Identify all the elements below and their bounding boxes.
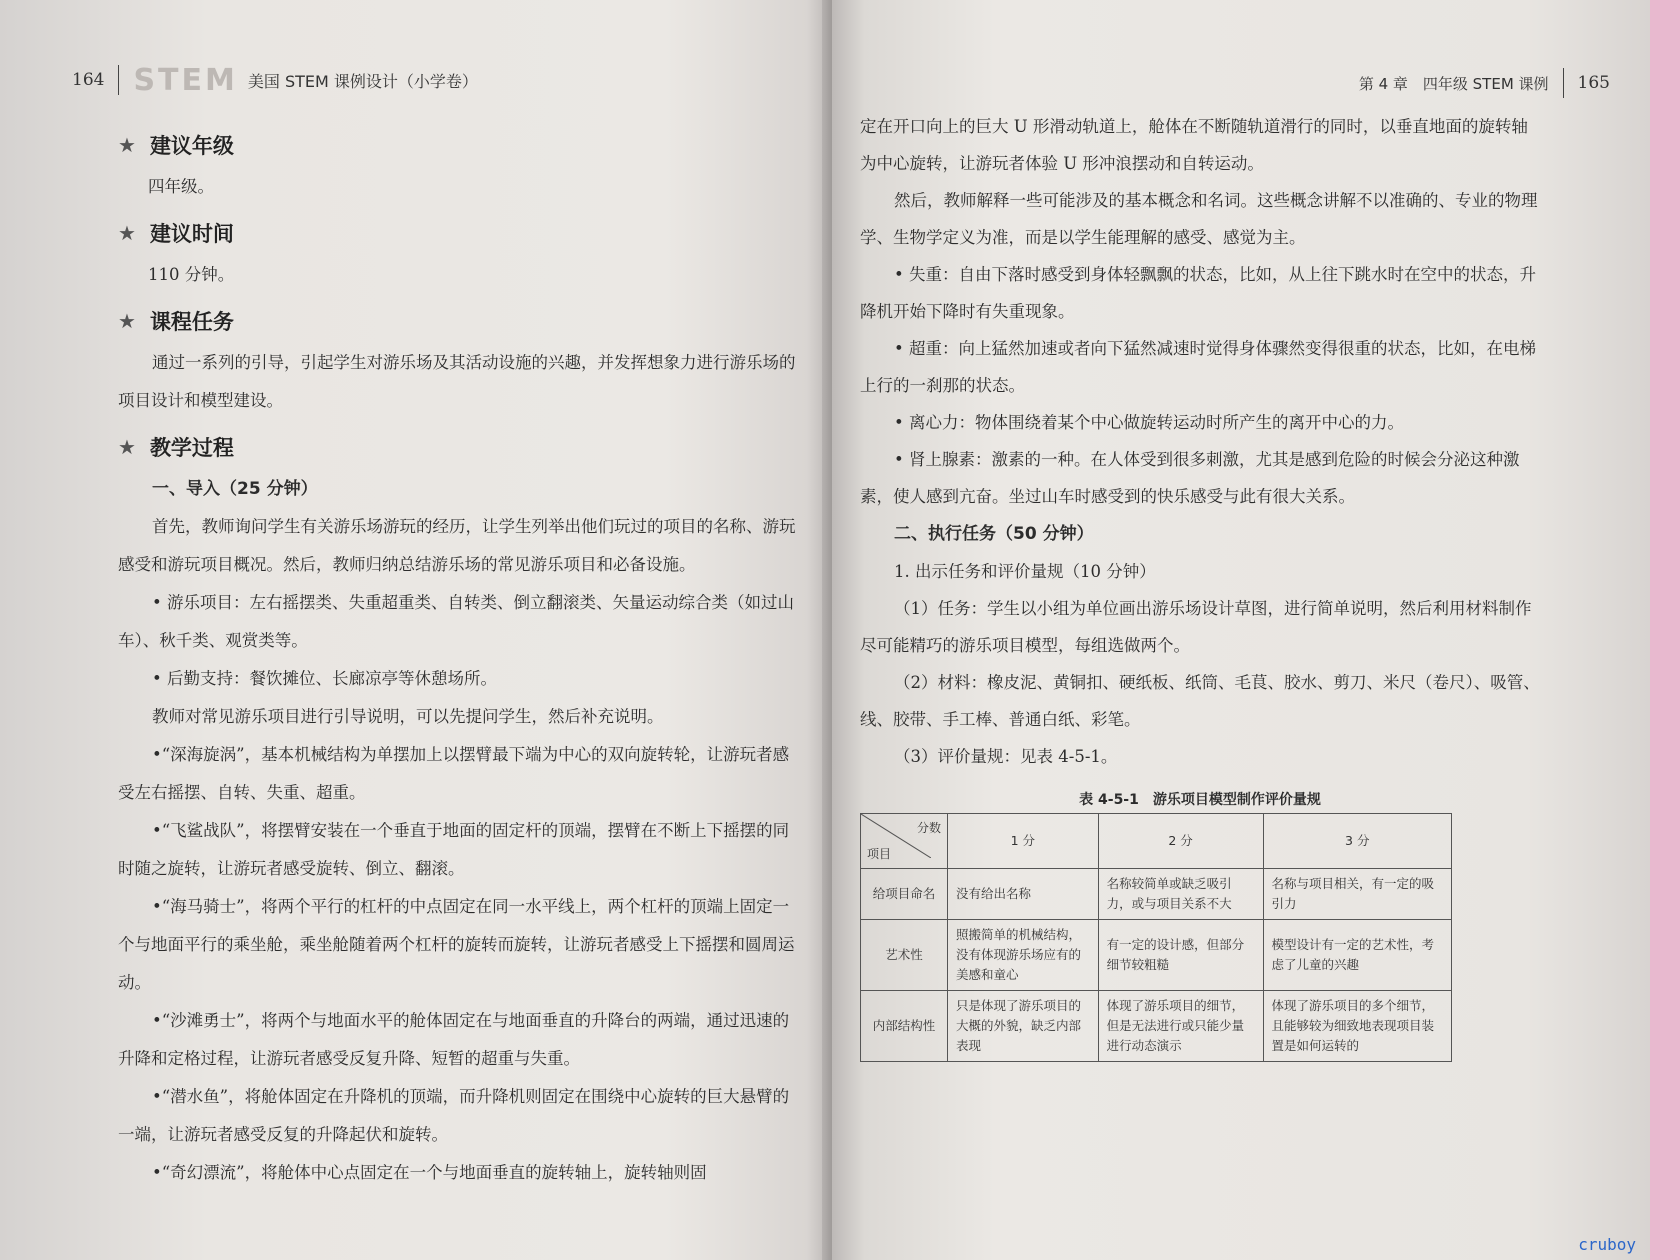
row-label: 内部结构性 <box>861 991 948 1062</box>
chapter-title: 第 4 章 四年级 STEM 课例 <box>1358 74 1549 93</box>
left-page-body <box>118 118 798 1192</box>
paragraph: 首先，教师询问学生有关游乐场游玩的经历，让学生列举出他们玩过的项目的名称、游玩感受和游玩项目概况。然后，教师归纳总结游乐场的常见游乐项目和必备设施。 <box>118 517 796 574</box>
paragraph: •“海马骑士”，将两个平行的杠杆的中点固定在同一水平线上，两个杠杆的顶端上固定一个与地面平行的乘坐舱，乘坐舱随着两个杠杆的旋转而旋转，让游玩者感受上下摇摆和圆周运动。 <box>118 897 795 992</box>
row-label: 给项目命名 <box>861 869 948 920</box>
table-cell: 只是体现了游乐项目的大概的外貌，缺乏内部表现 <box>948 991 1099 1062</box>
corner-label-score: 分数 <box>916 821 941 835</box>
right-page-header <box>1359 68 1610 98</box>
paragraph: • 超重：向上猛然加速或者向下猛然减速时觉得身体骤然变得很重的状态，比如，在电梯上行的一刹那的状态。 <box>860 339 1536 395</box>
section-heading: ★ 教学过程 <box>118 435 234 460</box>
subsection-heading: 二、执行任务（50 分钟） <box>894 524 1094 544</box>
table-cell: 照搬简单的机械结构，没有体现游乐场应有的美感和童心 <box>948 920 1099 991</box>
row-label: 艺术性 <box>861 920 948 991</box>
paragraph: •“奇幻漂流”，将舱体中心点固定在一个与地面垂直的旋转轴上，旋转轴则固 <box>152 1163 707 1182</box>
table-caption: 表 4-5-1 游乐项目模型制作评价量规 <box>1079 792 1321 808</box>
header-divider <box>1563 68 1564 98</box>
task-item: （3）评价量规：见表 4-5-1。 <box>894 747 1118 766</box>
table-cell: 名称与项目相关，有一定的吸引力 <box>1263 869 1451 920</box>
table-cell: 体现了游乐项目的多个细节，且能够较为细致地表现项目装置是如何运转的 <box>1263 991 1451 1062</box>
rubric-table <box>860 813 1452 1062</box>
table-row <box>861 920 1452 991</box>
table-header-row <box>861 814 1452 869</box>
table-row <box>861 869 1452 920</box>
right-page <box>832 0 1650 1260</box>
section-heading: ★ 建议时间 <box>118 221 234 246</box>
paragraph: •“飞鲨战队”，将摆臂安装在一个垂直于地面的固定杆的顶端，摆臂在不断上下摇摆的同时随之旋转，让游玩者感受旋转、倒立、翻滚。 <box>118 821 790 878</box>
paragraph: •“潜水鱼”，将舱体固定在升降机的顶端，而升降机则固定在围绕中心旋转的巨大悬臂的一端，让游玩者感受反复的升降起伏和旋转。 <box>118 1087 790 1144</box>
section-text: 通过一系列的引导，引起学生对游乐场及其活动设施的兴趣，并发挥想象力进行游乐场的项目设计和模型建设。 <box>118 353 796 410</box>
section-heading: ★ 课程任务 <box>118 309 234 334</box>
paragraph: 然后，教师解释一些可能涉及的基本概念和名词。这些概念讲解不以准确的、专业的物理学、生物学定义为准，而是以学生能理解的感受、感觉为主。 <box>860 191 1538 247</box>
paragraph: • 肾上腺素：激素的一种。在人体受到很多刺激，尤其是感到危险的时候会分泌这种激素，使人感到亢奋。坐过山车时感受到的快乐感受与此有很大关系。 <box>860 450 1520 506</box>
table-row <box>861 991 1452 1062</box>
task-item: （2）材料：橡皮泥、黄铜扣、硬纸板、纸筒、毛茛、胶水、剪刀、米尺（卷尺）、吸管、线、胶带、手工棒、普通白纸、彩笔。 <box>860 673 1540 729</box>
column-header: 3 分 <box>1263 814 1451 869</box>
star-icon: ★ <box>118 435 136 459</box>
task-subheading: 1. 出示任务和评价量规（10 分钟） <box>894 562 1156 581</box>
subsection-heading: 一、导入（25 分钟） <box>152 479 318 499</box>
star-icon: ★ <box>118 221 136 245</box>
paragraph: 教师对常见游乐项目进行引导说明，可以先提问学生，然后补充说明。 <box>152 707 664 726</box>
corner-label-item: 项目 <box>867 847 892 861</box>
watermark-text: cruboy <box>1578 1235 1636 1254</box>
right-page-body <box>860 108 1540 1062</box>
left-page-header <box>72 60 478 100</box>
book-title: 美国 STEM 课例设计（小学卷） <box>247 71 478 91</box>
left-page <box>0 0 832 1260</box>
paragraph: • 游乐项目：左右摇摆类、失重超重类、自转类、倒立翻滚类、矢量运动综合类（如过山车）、秋千类、观赏类等。 <box>118 593 794 650</box>
page-number: 165 <box>1577 73 1610 93</box>
table-corner-cell <box>861 814 948 869</box>
section-heading: ★ 建议年级 <box>118 133 234 158</box>
table-cell: 有一定的设计感，但部分细节较粗糙 <box>1098 920 1263 991</box>
star-icon: ★ <box>118 133 136 157</box>
table-cell: 名称较简单或缺乏吸引力，或与项目关系不大 <box>1098 869 1263 920</box>
paragraph: • 离心力：物体围绕着某个中心做旋转运动时所产生的离开中心的力。 <box>894 413 1404 432</box>
paragraph: • 后勤支持：餐饮摊位、长廊凉亭等休憩场所。 <box>152 669 497 688</box>
table-cell: 没有给出名称 <box>948 869 1099 920</box>
paragraph: 定在开口向上的巨大 U 形滑动轨道上，舱体在不断随轨道滑行的同时，以垂直地面的旋转轴为中心旋转，让游玩者体验 U 形冲浪摆动和自转运动。 <box>860 117 1528 173</box>
header-divider <box>118 65 119 95</box>
section-text: 四年级。 <box>148 177 214 196</box>
paragraph: • 失重：自由下落时感受到身体轻飘飘的状态，比如，从上往下跳水时在空中的状态，升降机开始下降时有失重现象。 <box>860 265 1536 321</box>
page-number: 164 <box>72 70 105 90</box>
table-cell: 体现了游乐项目的细节，但是无法进行或只能少量进行动态演示 <box>1098 991 1263 1062</box>
column-header: 2 分 <box>1098 814 1263 869</box>
section-text: 110 分钟。 <box>148 265 235 284</box>
paragraph: •“沙滩勇士”，将两个与地面水平的舱体固定在与地面垂直的升降台的两端，通过迅速的升降和定格过程，让游玩者感受反复升降、短暂的超重与失重。 <box>118 1011 790 1068</box>
stem-logo: STEM <box>133 62 238 98</box>
column-header: 1 分 <box>948 814 1099 869</box>
paragraph: •“深海旋涡”，基本机械结构为单摆加上以摆臂最下端为中心的双向旋转轮，让游玩者感受左右摇摆、自转、失重、超重。 <box>118 745 790 802</box>
star-icon: ★ <box>118 309 136 333</box>
task-item: （1）任务：学生以小组为单位画出游乐场设计草图，进行简单说明，然后利用材料制作尽可能精巧的游乐项目模型，每组选做两个。 <box>860 599 1532 655</box>
table-cell: 模型设计有一定的艺术性，考虑了儿童的兴趣 <box>1263 920 1451 991</box>
